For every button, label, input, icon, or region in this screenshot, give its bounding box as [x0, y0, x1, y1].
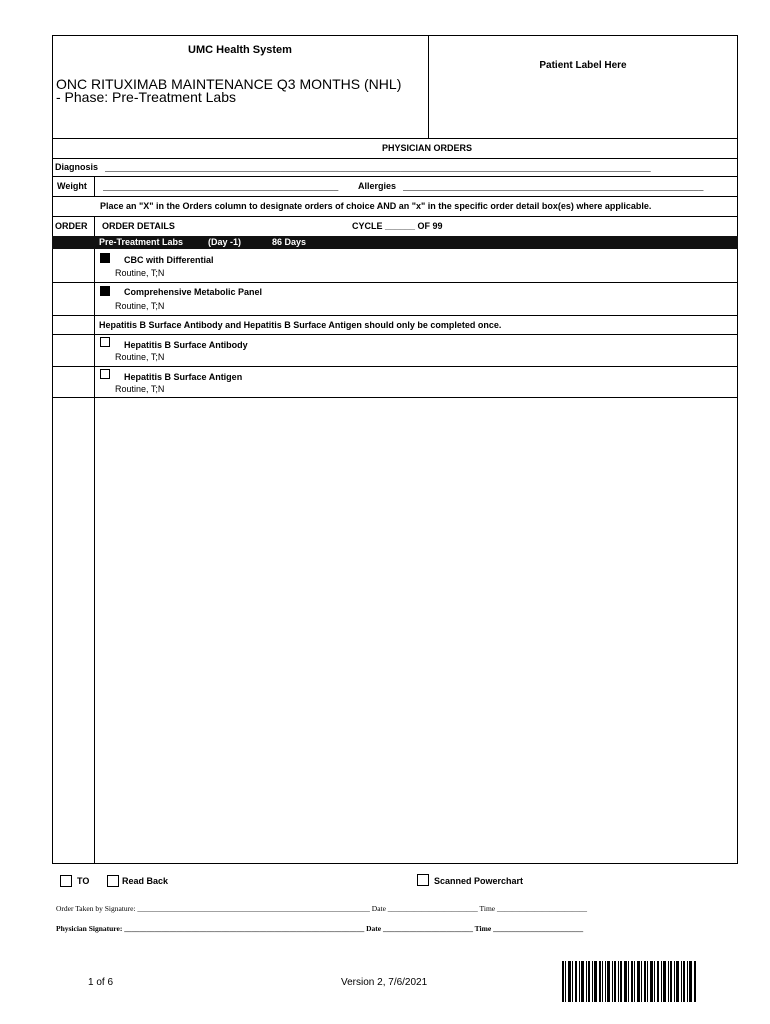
allergies-field[interactable]: ____________________________________________________________ [403, 181, 704, 191]
order-detail-cmp: Routine, T;N [115, 301, 165, 311]
read-back-checkbox[interactable] [107, 875, 119, 887]
hepatitis-note: Hepatitis B Surface Antibody and Hepatitis B Surface Antigen should only be completed once. [99, 320, 502, 330]
order-detail-hep-b-antigen: Routine, T;N [115, 384, 165, 394]
order-name-hep-b-antibody: Hepatitis B Surface Antibody [124, 340, 248, 350]
order-detail-hep-b-antibody: Routine, T;N [115, 352, 165, 362]
physician-signature-line[interactable]: Physician Signature: ________________________________________________________________ Date ________________________ Time ________________________ [56, 924, 584, 933]
order-details-header: ORDER DETAILS [102, 221, 175, 231]
form-frame [52, 35, 738, 864]
section-name: Pre-Treatment Labs [99, 237, 184, 247]
form-title: ONC RITUXIMAB MAINTENANCE Q3 MONTHS (NHL) [56, 76, 402, 92]
divider [52, 315, 738, 316]
form-phase: - Phase: Pre-Treatment Labs [56, 89, 237, 105]
diagnosis-field[interactable]: _____________________________________________________________________________________________________________ [105, 162, 651, 172]
to-checkbox[interactable] [60, 875, 72, 887]
order-checkbox-hep-b-antibody[interactable] [100, 337, 110, 347]
order-checkbox-cmp[interactable] [100, 286, 110, 296]
scanned-powerchart-checkbox[interactable] [417, 874, 429, 886]
read-back-label: Read Back [122, 876, 169, 886]
order-detail-cbc: Routine, T;N [115, 268, 165, 278]
physician-orders-heading: PHYSICIAN ORDERS [381, 143, 472, 153]
barcode-icon [562, 961, 696, 1002]
divider [52, 158, 738, 159]
divider [52, 282, 738, 283]
weight-field[interactable]: _______________________________________________ [103, 181, 339, 191]
order-name-cmp: Comprehensive Metabolic Panel [124, 287, 263, 297]
order-column-line [94, 216, 95, 864]
divider [52, 334, 738, 335]
order-checkbox-hep-b-antigen[interactable] [100, 369, 110, 379]
section-day: (Day -1) [208, 237, 242, 247]
divider [52, 196, 738, 197]
patient-label: Patient Label Here [539, 60, 627, 71]
order-taken-signature-line[interactable]: Order Taken by Signature: ______________________________________________________________ Date ________________________ Time ________________________ [56, 904, 587, 913]
header-bottom-line [52, 138, 738, 139]
order-name-hep-b-antigen: Hepatitis B Surface Antigen [124, 372, 243, 382]
instruction-text: Place an "X" in the Orders column to designate orders of choice AND an "x" in the specific order detail box(es) where applicable. [100, 201, 652, 211]
divider [52, 397, 738, 398]
to-label: TO [77, 876, 90, 886]
section-days: 86 Days [272, 237, 307, 247]
order-column-header: ORDER [55, 221, 88, 231]
divider [52, 216, 738, 217]
weight-label: Weight [57, 181, 87, 191]
order-name-cbc: CBC with Differential [124, 255, 214, 265]
divider [94, 176, 95, 196]
scanned-powerchart-label: Scanned Powerchart [434, 876, 524, 886]
version-text: Version 2, 7/6/2021 [341, 977, 428, 988]
allergies-label: Allergies [358, 181, 397, 191]
diagnosis-label: Diagnosis [55, 162, 99, 172]
page-number: 1 of 6 [88, 977, 114, 988]
divider [52, 176, 738, 177]
order-checkbox-cbc[interactable] [100, 253, 110, 263]
header-divider [428, 35, 429, 138]
org-name: UMC Health System [188, 44, 292, 56]
cycle-field[interactable]: CYCLE ______ OF 99 [352, 221, 443, 231]
divider [52, 366, 738, 367]
